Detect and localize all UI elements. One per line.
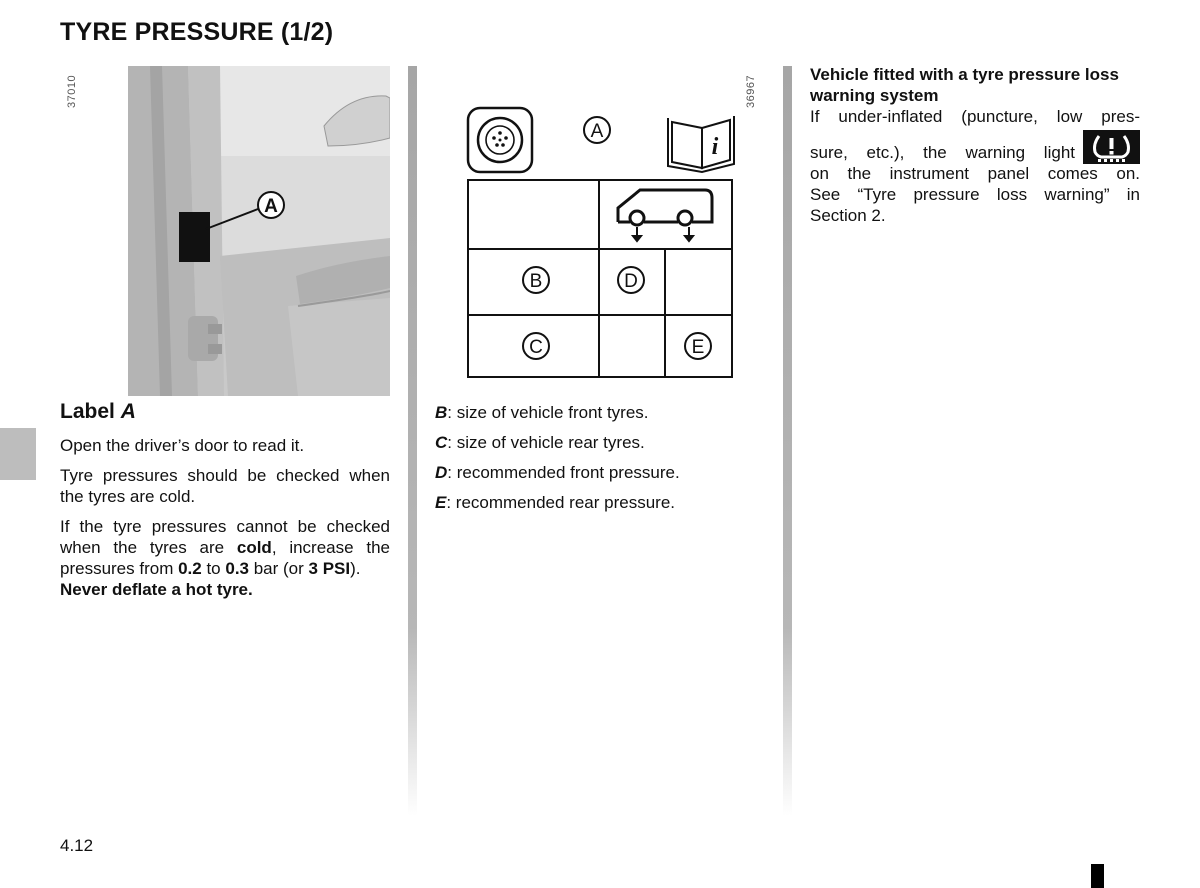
tpms-text-line: sure, etc.), the warning light (810, 143, 1075, 162)
svg-text:i: i (711, 134, 719, 160)
paragraph-open-door: Open the driver’s door to read it. (60, 436, 305, 455)
manual-book-icon (668, 116, 734, 172)
column-divider-left (408, 66, 417, 816)
tpms-heading: Vehicle fitted with a tyre pressure loss warning system (810, 65, 1119, 105)
photo-callout-a: A (264, 196, 278, 217)
paragraph-check-cold: Tyre pressures should be checked when the tyres are cold. (60, 466, 390, 506)
diagram-label-b: B (529, 271, 543, 292)
legend-item: D: recommended front pressure. (435, 463, 680, 482)
car-icon (618, 190, 712, 225)
section-end-marker (1091, 864, 1104, 888)
legend-item: B: size of vehicle front tyres. (435, 403, 649, 422)
diagram-label-d: D (624, 271, 638, 292)
door-pillar-photo (128, 66, 390, 396)
diagram-label-c: C (529, 337, 543, 358)
diagram-reference-number: 36967 (745, 74, 757, 108)
diagram-label-e: E (691, 337, 705, 358)
section-tab (0, 428, 36, 480)
photo-reference-number: 37010 (66, 74, 78, 108)
tyre-pressure-warning-icon (1083, 130, 1140, 164)
tyre-label-diagram (460, 100, 745, 390)
label-a-heading (60, 400, 136, 424)
diagram-label-a: A (590, 121, 604, 142)
tpms-text-line: on the instrument panel comes on. (810, 164, 1140, 183)
heading-prefix: Label (60, 400, 115, 423)
tpms-text-line: Section 2. (810, 206, 886, 225)
paragraph-increase-pressure: If the tyre pressures cannot be checked when the tyres are cold, increase the pressures from 0.2 to 0.3 bar (or 3 PSI). Never deflate a hot tyre. (60, 517, 391, 599)
legend-item: C: size of vehicle rear tyres. (435, 433, 645, 452)
heading-letter: A (120, 400, 136, 423)
page-title: TYRE PRESSURE (1/2) (60, 18, 334, 46)
legend-item: E: recommended rear pressure. (435, 493, 675, 512)
column-divider-right (783, 66, 792, 816)
tpms-text-line: See “Tyre pressure loss warning” in (810, 185, 1140, 204)
page-number: 4.12 (60, 836, 94, 855)
tpms-text-line: If under-inflated (puncture, low pres- (810, 107, 1140, 126)
